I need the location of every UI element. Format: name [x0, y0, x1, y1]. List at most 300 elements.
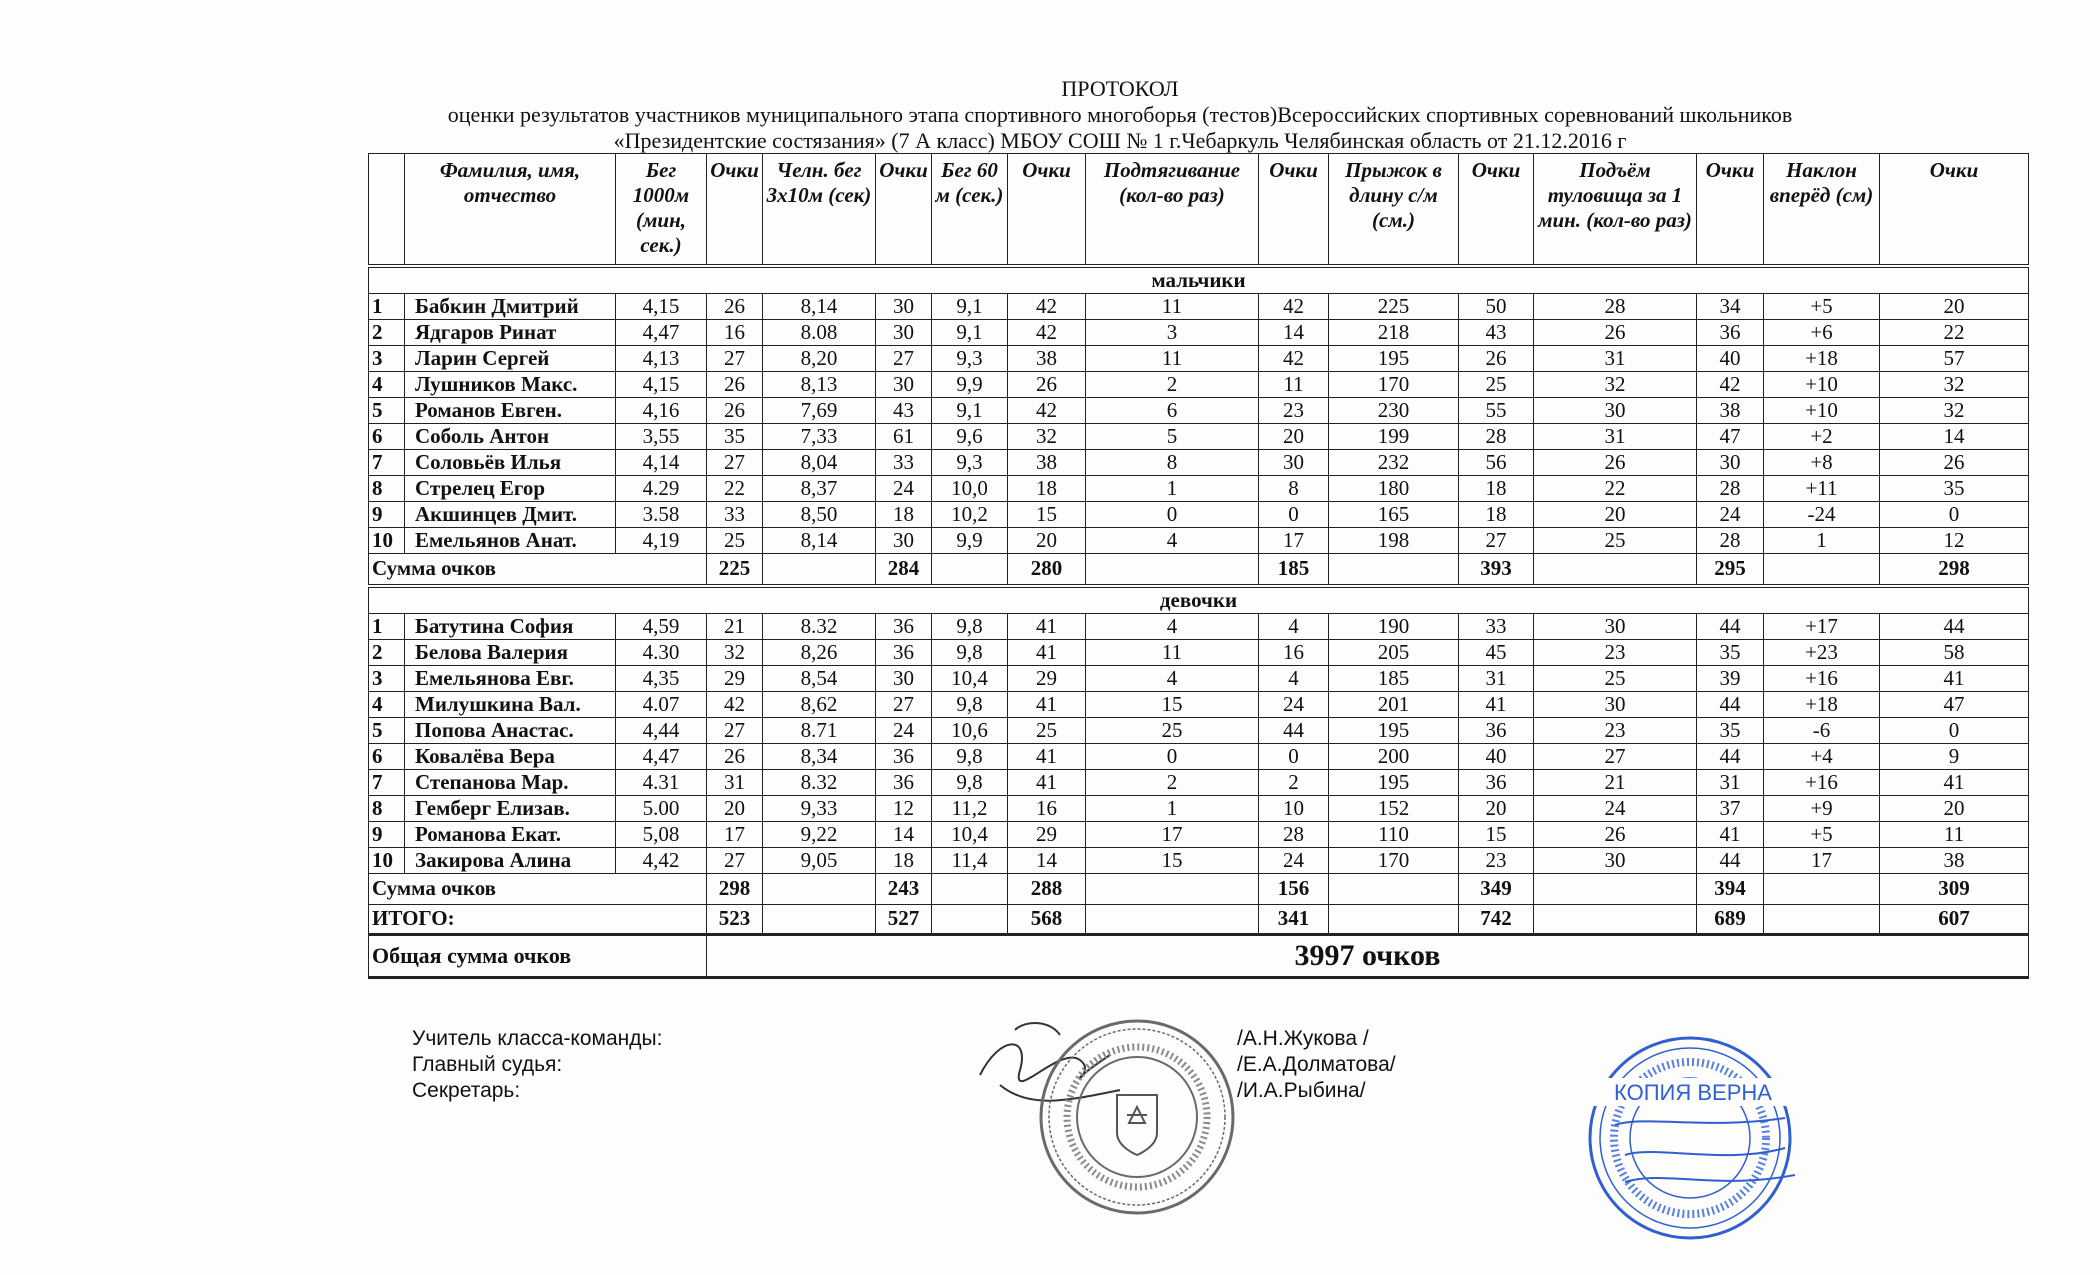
result-cell: 21 — [1534, 769, 1697, 795]
result-cell: 20 — [1880, 293, 2029, 319]
result-cell: 27 — [707, 345, 763, 371]
participant-name: Бабкин Дмитрий — [405, 293, 616, 319]
table-row — [369, 423, 2029, 449]
result-cell: 1 — [1086, 795, 1259, 821]
result-cell: 42 — [1697, 371, 1764, 397]
result-cell: 0 — [1259, 501, 1329, 527]
result-cell: 30 — [1259, 449, 1329, 475]
result-cell: 21 — [707, 613, 763, 639]
result-cell: 15 — [1459, 821, 1534, 847]
result-cell: 41 — [1459, 691, 1534, 717]
result-cell: 5,08 — [616, 821, 707, 847]
table-row — [369, 717, 2029, 743]
result-cell: 4,19 — [616, 527, 707, 553]
result-cell: 199 — [1329, 423, 1459, 449]
result-cell: 42 — [1259, 345, 1329, 371]
participant-name: Ядгаров Ринат — [405, 319, 616, 345]
result-cell: 9,8 — [932, 639, 1008, 665]
result-cell: 44 — [1697, 691, 1764, 717]
result-cell: 9,3 — [932, 345, 1008, 371]
result-cell: +10 — [1764, 371, 1880, 397]
result-cell: 8,37 — [763, 475, 876, 501]
result-cell: 17 — [1086, 821, 1259, 847]
participant-name: Емельянов Анат. — [405, 527, 616, 553]
row-number: 3 — [369, 665, 405, 691]
result-cell: 30 — [876, 527, 932, 553]
result-cell: 22 — [1534, 475, 1697, 501]
result-cell: 44 — [1697, 743, 1764, 769]
result-cell: 23 — [1459, 847, 1534, 873]
result-cell: 36 — [876, 769, 932, 795]
participant-name: Ковалёва Вера — [405, 743, 616, 769]
table-row — [369, 345, 2029, 371]
result-cell: 225 — [1329, 293, 1459, 319]
col-header: Очки — [1259, 154, 1329, 266]
protocol-title: ПРОТОКОЛ — [1061, 76, 1179, 101]
result-cell: 39 — [1697, 665, 1764, 691]
result-cell: 9,33 — [763, 795, 876, 821]
sum-empty-cell — [1534, 873, 1697, 904]
result-cell: 17 — [1259, 527, 1329, 553]
result-cell: 12 — [1880, 527, 2029, 553]
blue-stamp — [1585, 1030, 1795, 1245]
result-cell: 28 — [1259, 821, 1329, 847]
row-number: 8 — [369, 475, 405, 501]
result-cell: 4.31 — [616, 769, 707, 795]
result-cell: 4.30 — [616, 639, 707, 665]
result-cell: 29 — [707, 665, 763, 691]
result-cell: 31 — [1459, 665, 1534, 691]
result-cell: 201 — [1329, 691, 1459, 717]
result-cell: 26 — [1880, 449, 2029, 475]
result-cell: 9,3 — [932, 449, 1008, 475]
participant-name: Милушкина Вал. — [405, 691, 616, 717]
result-cell: +16 — [1764, 665, 1880, 691]
col-header: Бег 1000м (мин, сек.) — [616, 154, 707, 266]
row-number: 10 — [369, 527, 405, 553]
itogo-points-cell: 568 — [1008, 904, 1086, 934]
result-cell: 2 — [1259, 769, 1329, 795]
col-header: Очки — [876, 154, 932, 266]
result-cell: 4,13 — [616, 345, 707, 371]
result-cell: 27 — [1459, 527, 1534, 553]
row-number: 8 — [369, 795, 405, 821]
sum-empty-cell — [763, 873, 876, 904]
result-cell: 152 — [1329, 795, 1459, 821]
itogo-empty-cell — [1086, 904, 1259, 934]
result-cell: 29 — [1008, 821, 1086, 847]
col-header: Подъём туловища за 1 мин. (кол-во раз) — [1534, 154, 1697, 266]
result-cell: 27 — [876, 345, 932, 371]
result-cell: 24 — [1259, 691, 1329, 717]
sum-points-cell: 185 — [1259, 553, 1329, 586]
result-cell: 16 — [707, 319, 763, 345]
sum-empty-cell — [1764, 873, 1880, 904]
result-cell: 195 — [1329, 769, 1459, 795]
result-cell: 20 — [1880, 795, 2029, 821]
result-cell: 0 — [1086, 743, 1259, 769]
row-number: 6 — [369, 743, 405, 769]
result-cell: 15 — [1008, 501, 1086, 527]
result-cell: 41 — [1008, 769, 1086, 795]
sum-points-cell: 243 — [876, 873, 932, 904]
round-seal — [1035, 1015, 1240, 1220]
col-header: Подтягивание (кол-во раз) — [1086, 154, 1259, 266]
result-cell: 4 — [1259, 613, 1329, 639]
table-row — [369, 319, 2029, 345]
result-cell: 8 — [1086, 449, 1259, 475]
result-cell: 15 — [1086, 847, 1259, 873]
result-cell: 38 — [1880, 847, 2029, 873]
result-cell: 9,1 — [932, 319, 1008, 345]
table-row — [369, 743, 2029, 769]
result-cell: 44 — [1880, 613, 2029, 639]
result-cell: 20 — [1008, 527, 1086, 553]
result-cell: 30 — [876, 371, 932, 397]
result-cell: 14 — [876, 821, 932, 847]
result-cell: 38 — [1008, 449, 1086, 475]
result-cell: 28 — [1459, 423, 1534, 449]
result-cell: 9,9 — [932, 527, 1008, 553]
result-cell: 5 — [1086, 423, 1259, 449]
result-cell: 42 — [707, 691, 763, 717]
row-number: 4 — [369, 371, 405, 397]
table-row — [369, 371, 2029, 397]
participant-name: Романова Екат. — [405, 821, 616, 847]
result-cell: 30 — [876, 319, 932, 345]
result-cell: 44 — [1259, 717, 1329, 743]
result-cell: 32 — [1880, 371, 2029, 397]
sum-points-cell: 298 — [1880, 553, 2029, 586]
result-cell: 11 — [1086, 293, 1259, 319]
result-cell: 30 — [876, 293, 932, 319]
row-number: 2 — [369, 639, 405, 665]
result-cell: 26 — [707, 397, 763, 423]
result-cell: 218 — [1329, 319, 1459, 345]
girls-section — [369, 586, 2029, 874]
result-cell: 24 — [876, 475, 932, 501]
result-cell: 10 — [1259, 795, 1329, 821]
table-row — [369, 795, 2029, 821]
sum-empty-cell — [1086, 873, 1259, 904]
result-cell: 11,2 — [932, 795, 1008, 821]
result-cell: 9,1 — [932, 397, 1008, 423]
sig-role-judge: Главный судья: — [412, 1053, 563, 1076]
result-cell: 3,55 — [616, 423, 707, 449]
result-cell: +2 — [1764, 423, 1880, 449]
result-cell: 30 — [876, 665, 932, 691]
result-cell: 50 — [1459, 293, 1534, 319]
result-cell: 41 — [1008, 743, 1086, 769]
result-cell: 32 — [1880, 397, 2029, 423]
result-cell: 29 — [1008, 665, 1086, 691]
result-cell: 8,04 — [763, 449, 876, 475]
result-cell: 5.00 — [616, 795, 707, 821]
result-cell: 0 — [1880, 717, 2029, 743]
result-cell: 198 — [1329, 527, 1459, 553]
result-cell: 36 — [876, 613, 932, 639]
result-cell: 230 — [1329, 397, 1459, 423]
result-cell: 34 — [1697, 293, 1764, 319]
result-cell: 4,35 — [616, 665, 707, 691]
col-header: Очки — [1008, 154, 1086, 266]
sum-points-cell: 225 — [707, 553, 763, 586]
result-cell: 8,26 — [763, 639, 876, 665]
table-row — [369, 639, 2029, 665]
result-cell: 0 — [1259, 743, 1329, 769]
result-cell: 8,13 — [763, 371, 876, 397]
result-cell: 14 — [1259, 319, 1329, 345]
col-header: Прыжок в длину с/м (см.) — [1329, 154, 1459, 266]
sig-role-teacher: Учитель класса-команды: — [412, 1027, 663, 1050]
result-cell: 57 — [1880, 345, 2029, 371]
col-header: Челн. бег 3x10м (сек) — [763, 154, 876, 266]
result-cell: 7,33 — [763, 423, 876, 449]
result-cell: 40 — [1697, 345, 1764, 371]
col-header: Бег 60 м (сек.) — [932, 154, 1008, 266]
result-cell: 8.71 — [763, 717, 876, 743]
result-cell: 165 — [1329, 501, 1459, 527]
participant-name: Акшинцев Дмит. — [405, 501, 616, 527]
result-cell: 44 — [1697, 847, 1764, 873]
row-number: 2 — [369, 319, 405, 345]
result-cell: +5 — [1764, 821, 1880, 847]
result-cell: 11 — [1880, 821, 2029, 847]
itogo-points-cell: 689 — [1697, 904, 1764, 934]
row-number: 9 — [369, 821, 405, 847]
result-cell: 56 — [1459, 449, 1534, 475]
result-cell: 26 — [707, 371, 763, 397]
sum-points-cell: 284 — [876, 553, 932, 586]
result-cell: 170 — [1329, 371, 1459, 397]
result-cell: 24 — [876, 717, 932, 743]
result-cell: 9,8 — [932, 691, 1008, 717]
result-cell: 24 — [1697, 501, 1764, 527]
result-cell: 11 — [1086, 639, 1259, 665]
result-cell: 8,54 — [763, 665, 876, 691]
row-number: 9 — [369, 501, 405, 527]
col-header: Наклон вперёд (см) — [1764, 154, 1880, 266]
col-header: Фамилия, имя, отчество — [405, 154, 616, 266]
result-cell: 20 — [1534, 501, 1697, 527]
row-number: 5 — [369, 717, 405, 743]
result-cell: 10,2 — [932, 501, 1008, 527]
result-cell: 25 — [1534, 527, 1697, 553]
result-cell: 30 — [1534, 397, 1697, 423]
result-cell: +9 — [1764, 795, 1880, 821]
participant-name: Закирова Алина — [405, 847, 616, 873]
result-cell: 4.29 — [616, 475, 707, 501]
result-cell: 15 — [1086, 691, 1259, 717]
result-cell: 36 — [876, 639, 932, 665]
result-cell: 170 — [1329, 847, 1459, 873]
result-cell: +17 — [1764, 613, 1880, 639]
result-cell: 3.58 — [616, 501, 707, 527]
result-cell: 32 — [1008, 423, 1086, 449]
result-cell: 9,6 — [932, 423, 1008, 449]
result-cell: 14 — [1008, 847, 1086, 873]
result-cell: +16 — [1764, 769, 1880, 795]
sum-empty-cell — [763, 553, 876, 586]
result-cell: 12 — [876, 795, 932, 821]
row-number: 7 — [369, 449, 405, 475]
result-cell: 33 — [707, 501, 763, 527]
result-cell: 22 — [1880, 319, 2029, 345]
col-header: Очки — [1459, 154, 1534, 266]
result-cell: 110 — [1329, 821, 1459, 847]
result-cell: 11 — [1259, 371, 1329, 397]
sum-empty-cell — [1764, 553, 1880, 586]
result-cell: 20 — [1259, 423, 1329, 449]
result-cell: 47 — [1880, 691, 2029, 717]
grand-total-value: 3997 очков — [707, 934, 2029, 977]
boys-section — [369, 266, 2029, 554]
result-cell: 16 — [1008, 795, 1086, 821]
girls-sum-row — [369, 873, 2029, 904]
row-number: 10 — [369, 847, 405, 873]
result-cell: 31 — [1534, 345, 1697, 371]
table-row — [369, 527, 2029, 553]
result-cell: 24 — [1534, 795, 1697, 821]
row-number: 5 — [369, 397, 405, 423]
result-cell: 185 — [1329, 665, 1459, 691]
result-cell: 38 — [1008, 345, 1086, 371]
result-cell: 26 — [707, 293, 763, 319]
result-cell: 11,4 — [932, 847, 1008, 873]
table-row — [369, 397, 2029, 423]
participant-name: Емельянова Евг. — [405, 665, 616, 691]
sum-points-cell: 280 — [1008, 553, 1086, 586]
result-cell: 26 — [1534, 449, 1697, 475]
result-cell: 10,0 — [932, 475, 1008, 501]
result-cell: 38 — [1697, 397, 1764, 423]
grand-total-row — [369, 934, 2029, 977]
result-cell: 47 — [1697, 423, 1764, 449]
result-cell: +23 — [1764, 639, 1880, 665]
itogo-empty-cell — [1329, 904, 1459, 934]
result-cell: 10,6 — [932, 717, 1008, 743]
result-cell: 22 — [707, 475, 763, 501]
result-cell: 36 — [1697, 319, 1764, 345]
col-number-header — [369, 154, 405, 266]
section-label-girls: девочки — [369, 586, 2029, 614]
result-cell: 10,4 — [932, 821, 1008, 847]
sig-name-secretary: /И.А.Рыбина/ — [1237, 1079, 1366, 1102]
result-cell: 232 — [1329, 449, 1459, 475]
result-cell: 25 — [1008, 717, 1086, 743]
table-row — [369, 691, 2029, 717]
result-cell: 33 — [1459, 613, 1534, 639]
itogo-points-cell: 527 — [876, 904, 932, 934]
result-cell: 28 — [1697, 475, 1764, 501]
protocol-event-info: «Президентские состязания» (7 А класс) МБОУ СОШ № 1 г.Чебаркуль Челябинская область от 21.12.2016 г — [613, 128, 1627, 153]
result-cell: 20 — [1459, 795, 1534, 821]
result-cell: 200 — [1329, 743, 1459, 769]
result-cell: 25 — [1086, 717, 1259, 743]
sum-points-cell: 394 — [1697, 873, 1764, 904]
result-cell: 35 — [707, 423, 763, 449]
sum-points-cell: 295 — [1697, 553, 1764, 586]
result-cell: 25 — [1534, 665, 1697, 691]
participant-name: Попова Анастас. — [405, 717, 616, 743]
itogo-empty-cell — [932, 904, 1008, 934]
result-cell: 23 — [1534, 639, 1697, 665]
result-cell: 26 — [1459, 345, 1534, 371]
result-cell: +18 — [1764, 691, 1880, 717]
result-cell: 25 — [707, 527, 763, 553]
result-cell: 2 — [1086, 371, 1259, 397]
sig-name-judge: /Е.А.Долматова/ — [1237, 1053, 1396, 1076]
result-cell: 4,59 — [616, 613, 707, 639]
result-cell: 8,34 — [763, 743, 876, 769]
itogo-empty-cell — [1534, 904, 1697, 934]
result-cell: 4,15 — [616, 293, 707, 319]
result-cell: 18 — [1459, 475, 1534, 501]
result-cell: +6 — [1764, 319, 1880, 345]
sum-empty-cell — [932, 553, 1008, 586]
itogo-points-cell: 523 — [707, 904, 763, 934]
sum-empty-cell — [1086, 553, 1259, 586]
result-cell: 8.08 — [763, 319, 876, 345]
row-number: 6 — [369, 423, 405, 449]
result-cell: 4 — [1086, 527, 1259, 553]
result-cell: 41 — [1697, 821, 1764, 847]
result-cell: 195 — [1329, 717, 1459, 743]
result-cell: 8,62 — [763, 691, 876, 717]
result-cell: 26 — [1534, 821, 1697, 847]
result-cell: 17 — [707, 821, 763, 847]
result-cell: 9,9 — [932, 371, 1008, 397]
sig-role-secretary: Секретарь: — [412, 1079, 521, 1102]
sum-empty-cell — [1329, 873, 1459, 904]
result-cell: 9,8 — [932, 769, 1008, 795]
result-cell: 37 — [1697, 795, 1764, 821]
row-number: 7 — [369, 769, 405, 795]
result-cell: 42 — [1008, 293, 1086, 319]
result-cell: 1 — [1086, 475, 1259, 501]
participant-name: Романов Евген. — [405, 397, 616, 423]
result-cell: 8.32 — [763, 769, 876, 795]
result-cell: 43 — [876, 397, 932, 423]
result-cell: 28 — [1697, 527, 1764, 553]
sum-points-cell: 393 — [1459, 553, 1534, 586]
result-cell: 36 — [1459, 717, 1534, 743]
result-cell: 23 — [1259, 397, 1329, 423]
result-cell: 42 — [1259, 293, 1329, 319]
result-cell: 16 — [1259, 639, 1329, 665]
itogo-empty-cell — [763, 904, 876, 934]
result-cell: 33 — [876, 449, 932, 475]
table-row — [369, 449, 2029, 475]
result-cell: 41 — [1880, 665, 2029, 691]
results-table — [368, 153, 2029, 979]
row-number: 1 — [369, 613, 405, 639]
sum-empty-cell — [1534, 553, 1697, 586]
participant-name: Ларин Сергей — [405, 345, 616, 371]
participant-name: Степанова Мар. — [405, 769, 616, 795]
sum-points-cell: 298 — [707, 873, 763, 904]
col-header: Очки — [1880, 154, 2029, 266]
result-cell: 27 — [707, 717, 763, 743]
participant-name: Лушников Макс. — [405, 371, 616, 397]
participant-name: Белова Валерия — [405, 639, 616, 665]
result-cell: 9 — [1880, 743, 2029, 769]
result-cell: 6 — [1086, 397, 1259, 423]
result-cell: 58 — [1880, 639, 2029, 665]
table-row — [369, 475, 2029, 501]
result-cell: 31 — [707, 769, 763, 795]
result-cell: 180 — [1329, 475, 1459, 501]
